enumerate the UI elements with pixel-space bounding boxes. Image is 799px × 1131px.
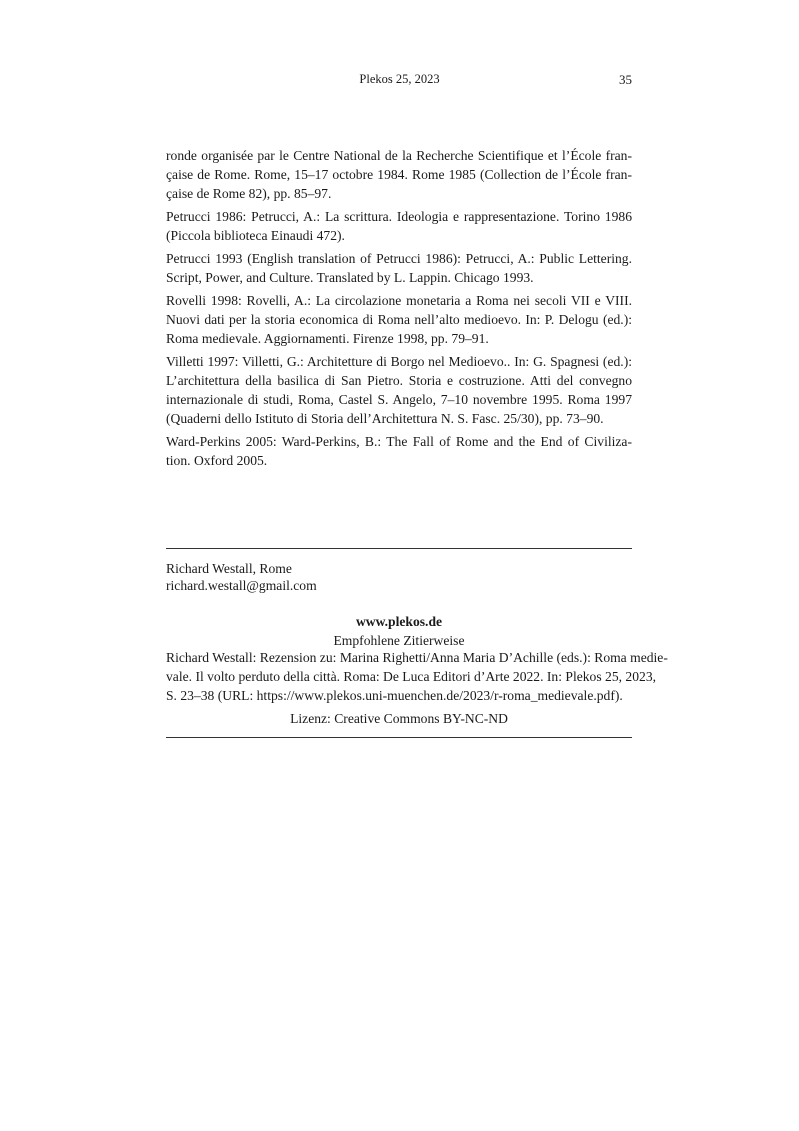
entry-line: çaise de Rome. Rome, 15–17 octobre 1984. Rome 1985 (Collection de l’École fran- <box>166 167 632 182</box>
bibliography-entry <box>166 352 632 428</box>
entry-line: Petrucci 1986: Petrucci, A.: La scrittura. Ideologia e rappresentazione. Torino 1986 <box>166 209 632 224</box>
entry-line: internazionale di studi, Roma, Castel S. Angelo, 7–10 novembre 1995. Roma 1997 <box>166 392 632 407</box>
author-info <box>166 559 632 595</box>
entry-line: Nuovi dati per la storia economica di Roma nell’alto medioevo. In: P. Delogu (ed.): <box>166 312 632 327</box>
page-number: 35 <box>619 72 632 87</box>
entry-line: Ward-Perkins 2005: Ward-Perkins, B.: The Fall of Rome and the End of Civiliza- <box>166 434 632 449</box>
divider-bottom <box>166 737 632 738</box>
citation-footer <box>166 612 668 728</box>
entry-line: (Quaderni dello Istituto di Storia dell’Architettura N. S. Fasc. 25/30), pp. 73–90. <box>166 411 604 426</box>
entry-line: çaise de Rome 82), pp. 85–97. <box>166 186 332 201</box>
bibliography-entry <box>166 249 632 287</box>
author-email[interactable]: richard.westall@gmail.com <box>166 578 317 593</box>
citation-line: vale. Il volto perduto della città. Roma: De Luca Editori d’Arte 2022. In: Plekos 25, 2023, <box>166 669 657 684</box>
running-header: Plekos 25, 2023 <box>359 72 440 86</box>
entry-line: Petrucci 1993 (English translation of Petrucci 1986): Petrucci, A.: Public Lettering. <box>166 251 632 266</box>
citation-url-line: S. 23–38 (URL: https://www.plekos.uni-muenchen.de/2023/r-roma_medievale.pdf). <box>166 688 623 703</box>
bibliography-entry <box>166 146 632 203</box>
citation-heading: Empfohlene Zitierweise <box>333 633 465 648</box>
entry-line: Villetti 1997: Villetti, G.: Architetture di Borgo nel Medioevo.. In: G. Spagnesi (ed.): <box>166 354 632 369</box>
bibliography-entry <box>166 291 632 348</box>
entry-line: Rovelli 1998: Rovelli, A.: La circolazione monetaria a Roma nei secoli VII e VIII. <box>166 293 632 308</box>
entry-line: Roma medievale. Aggiornamenti. Firenze 1998, pp. 79–91. <box>166 331 489 346</box>
entry-line: Script, Power, and Culture. Translated by L. Lappin. Chicago 1993. <box>166 270 534 285</box>
entry-line: L’architettura della basilica di San Pietro. Storia e costruzione. Atti del convegno <box>166 373 632 388</box>
bibliography-entry <box>166 432 632 470</box>
author-name: Richard Westall, Rome <box>166 561 292 576</box>
divider-top <box>166 548 632 549</box>
bibliography <box>166 146 632 474</box>
website-link[interactable]: www.plekos.de <box>355 614 443 629</box>
citation-line: Richard Westall: Rezension zu: Marina Righetti/Anna Maria D’Achille (eds.): Roma medie- <box>166 650 668 665</box>
license: Lizenz: Creative Commons BY-NC-ND <box>290 711 508 726</box>
entry-line: ronde organisée par le Centre National de la Recherche Scientifique et l’École fran- <box>166 148 632 163</box>
entry-line: tion. Oxford 2005. <box>166 453 268 468</box>
bibliography-entry <box>166 207 632 245</box>
entry-line: (Piccola biblioteca Einaudi 472). <box>166 228 345 243</box>
